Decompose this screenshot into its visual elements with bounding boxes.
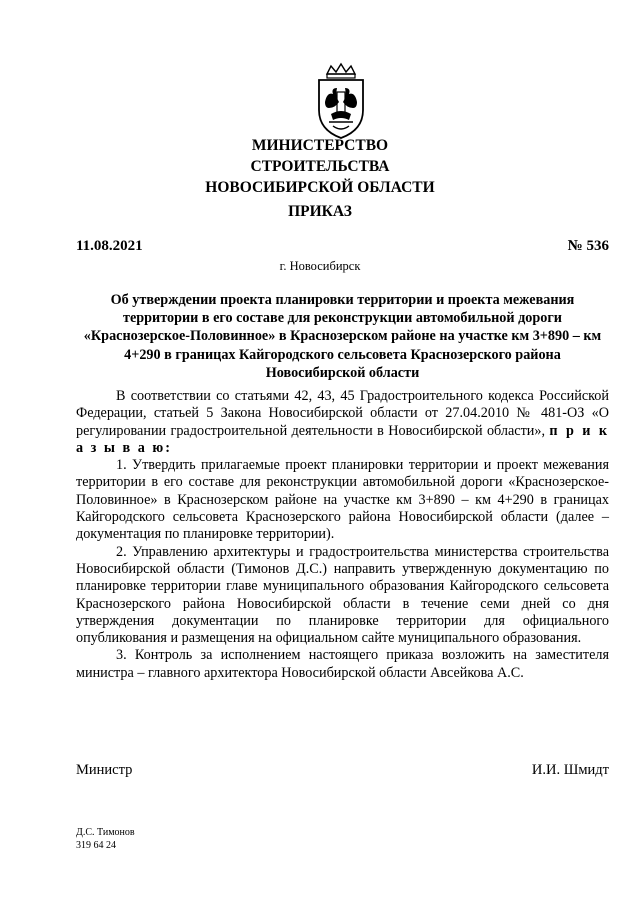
order-date: 11.08.2021 <box>76 238 143 254</box>
order-item-3: 3. Контроль за исполнением настоящего приказа возложить на заместителя министра – главного архитектора Новосибирской области Авсейкова А.С. <box>76 647 609 681</box>
preamble-text: В соответствии со статьями 42, 43, 45 Градостроительного кодекса Российской Федерации, статьей 5 Закона Новосибирской области от 27.04.2010 № 481-ОЗ «О регулировании градостроительной деятельности в Новосибирской области», <box>76 388 609 439</box>
signatory-position: Министр <box>76 762 133 778</box>
coat-of-arms-emblem <box>309 62 373 140</box>
order-number: № 536 <box>567 238 609 254</box>
ministry-name <box>0 135 640 198</box>
ministry-line-2: СТРОИТЕЛЬСТВА <box>250 158 390 175</box>
preamble-paragraph <box>76 388 609 457</box>
executor-info <box>76 826 135 852</box>
ministry-line-3: НОВОСИБИРСКОЙ ОБЛАСТИ <box>205 179 435 196</box>
document-type: ПРИКАЗ <box>288 203 352 220</box>
executor-phone: 319 64 24 <box>76 840 116 851</box>
ministry-line-1: МИНИСТЕРСТВО <box>251 137 389 154</box>
order-subject: Об утверждении проекта планировки территории и проекта межевания территории в его составе для реконструкции автомобильной дороги «Краснозерское-Половинное» в Краснозерском районе на участке км 3+890 – км 4+290 в границах Кайгородского сельсовета Краснозерского района Новосибирской области <box>83 292 602 381</box>
signatory-name: И.И. Шмидт <box>531 762 609 778</box>
order-word: п р и к а з ы в а ю: <box>76 422 609 456</box>
order-body <box>76 388 609 682</box>
executor-name: Д.С. Тимонов <box>76 827 135 838</box>
order-item-2: 2. Управлению архитектуры и градостроительства министерства строительства Новосибирской области (Тимонов Д.С.) направить утвержденную документацию по планировке территории главе муниципального образования Кайгородского сельсовета Краснозерского района Новосибирской области в течение семи дней со дня утверждения документации по планировке территории для официального опубликования и размещения на официальном сайте муниципального образования. <box>76 543 609 647</box>
city: г. Новосибирск <box>279 259 361 273</box>
order-item-1: 1. Утвердить прилагаемые проект планировки территории и проект межевания территории в его составе для реконструкции автомобильной дороги «Краснозерское-Половинное» в Краснозерском районе на участке км 3+890 – км 4+290 в границах Кайгородского сельсовета Краснозерского района Новосибирской области (далее – документация по планировке территории). <box>76 457 609 543</box>
